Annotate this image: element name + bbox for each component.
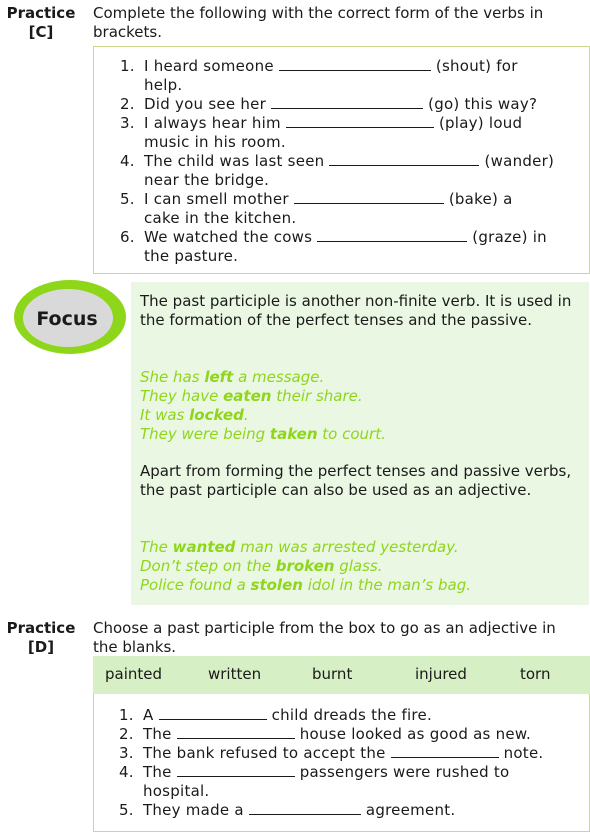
answer-blank[interactable] [294, 190, 444, 204]
answer-blank[interactable] [279, 57, 431, 71]
answer-blank[interactable] [249, 801, 361, 815]
answer-blank[interactable] [286, 114, 434, 128]
list-item: 3. I always hear him (play) loud music in his room. [120, 114, 523, 151]
focus-examples-2 [140, 538, 580, 595]
example-line: They have eaten their share. [140, 387, 363, 405]
word-option: burnt [312, 665, 353, 683]
answer-blank[interactable] [329, 152, 479, 166]
word-option: torn [520, 665, 551, 683]
focus-intro: The past participle is another non-finite verb. It is used in the formation of the perfect tenses and the passive. [140, 292, 572, 329]
practice-c-instruction: Complete the following with the correct form of the verbs in brackets. [93, 4, 544, 41]
answer-blank[interactable] [317, 228, 467, 242]
list-item: 6. We watched the cows (graze) in the pasture. [120, 228, 547, 265]
list-item: 1. I heard someone (shout) for help. [120, 57, 518, 94]
list-item: 3. The bank refused to accept the note. [119, 744, 544, 762]
practice-d-instruction: Choose a past participle from the box to go as an adjective in the blanks. [93, 619, 556, 656]
answer-blank[interactable] [391, 744, 499, 758]
practice-c-label: Practice [C] [6, 4, 76, 41]
focus-badge-text: Focus [36, 308, 98, 330]
example-line: Police found a stolen idol in the man’s bag. [140, 576, 471, 594]
focus-middle: Apart from forming the perfect tenses and passive verbs, the past participle can also be used as an adjective. [140, 462, 572, 499]
word-option: painted [105, 665, 163, 683]
example-line: The wanted man was arrested yesterday. [140, 538, 459, 556]
answer-blank[interactable] [271, 95, 423, 109]
list-item: 1. A child dreads the fire. [119, 706, 433, 724]
word-box [93, 656, 590, 694]
list-item: 4. The child was last seen (wander) near the bridge. [120, 152, 555, 189]
list-item: 5. I can smell mother (bake) a cake in the kitchen. [120, 190, 513, 227]
practice-d-label: Practice [D] [6, 619, 76, 656]
example-line: It was locked. [140, 406, 249, 424]
focus-badge [12, 278, 128, 356]
word-option: injured [415, 665, 467, 683]
list-item: 2. The house looked as good as new. [119, 725, 532, 743]
focus-examples-1 [140, 368, 580, 444]
list-item: 5. They made a agreement. [119, 801, 456, 819]
practice-c-list [94, 57, 589, 266]
example-line: She has left a message. [140, 368, 325, 386]
answer-blank[interactable] [159, 706, 267, 720]
practice-c-box [93, 46, 590, 274]
practice-d-list [93, 706, 583, 820]
list-item: 4. The passengers were rushed to hospital. [119, 763, 510, 800]
answer-blank[interactable] [177, 763, 295, 777]
example-line: Don’t step on the broken glass. [140, 557, 383, 575]
example-line: They were being taken to court. [140, 425, 386, 443]
answer-blank[interactable] [177, 725, 295, 739]
word-option: written [208, 665, 262, 683]
list-item: 2. Did you see her (go) this way? [120, 95, 538, 113]
